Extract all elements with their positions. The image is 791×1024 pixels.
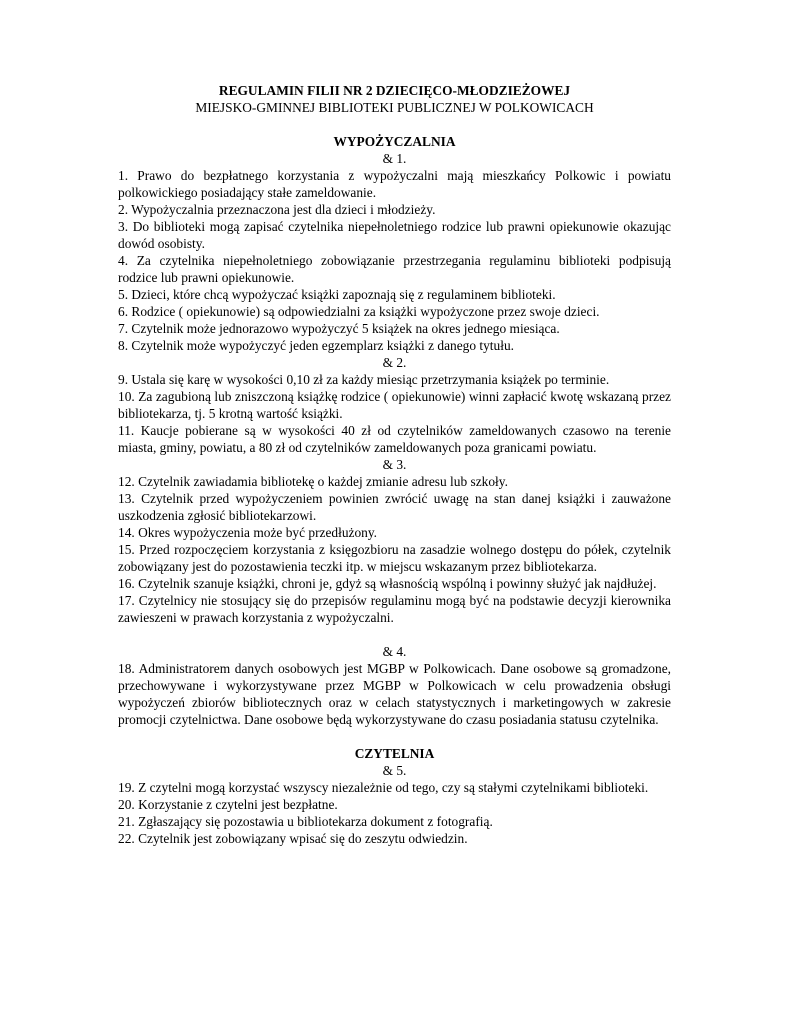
rule-item: 3. Do biblioteki mogą zapisać czytelnika niepełnoletniego rodzice lub prawni opiekunowie okazując dowód osobisty. [118,219,671,251]
paragraph-mark-1: & 1. [382,151,407,166]
rule-item: 19. Z czytelni mogą korzystać wszyscy niezależnie od tego, czy są stałymi czytelnikami biblioteki. [118,780,649,795]
rule-item: 13. Czytelnik przed wypożyczeniem powinien zwrócić uwagę na stan danej książki i zauważone uszkodzenia zgłosić bibliotekarzowi. [118,491,671,523]
section-heading-czytelnia: CZYTELNIA [354,746,435,761]
rule-item: 2. Wypożyczalnia przeznaczona jest dla dzieci i młodzieży. [118,202,436,217]
rule-item: 4. Za czytelnika niepełnoletniego zobowiązanie przestrzegania regulaminu biblioteki podpisują rodzice lub prawni opiekunowie. [118,253,671,285]
rule-item: 1. Prawo do bezpłatnego korzystania z wypożyczalni mają mieszkańcy Polkowic i powiatu polkowickiego posiadający stałe zameldowanie. [118,168,671,200]
document-subtitle: MIEJSKO-GMINNEJ BIBLIOTEKI PUBLICZNEJ W POLKOWICACH [195,100,594,115]
rule-item: 6. Rodzice ( opiekunowie) są odpowiedzialni za książki wypożyczone przez swoje dzieci. [118,304,600,319]
rule-item: 20. Korzystanie z czytelni jest bezpłatne. [118,797,338,812]
rule-item: 14. Okres wypożyczenia może być przedłużony. [118,525,378,540]
document-title: REGULAMIN FILII NR 2 DZIECIĘCO-MŁODZIEŻOWEJ [218,83,571,98]
rule-item: 18. Administratorem danych osobowych jest MGBP w Polkowicach. Dane osobowe są gromadzone, przechowywane i wykorzystywane przez MGBP w Polkowicach w celu prowadzenia obsługi wypożyczeń zbiorów bibliotecznych oraz w celach statystycznych i marketingowych w zakresie promocji czytelnictwa. Dane osobowe będą wykorzystywane do czasu posiadania statusu czytelnika. [118,661,671,727]
rule-item: 12. Czytelnik zawiadamia bibliotekę o każdej zmianie adresu lub szkoły. [118,474,508,489]
rule-item: 10. Za zagubioną lub zniszczoną książkę rodzice ( opiekunowie) winni zapłacić kwotę wskazaną przez bibliotekarza, tj. 5 krotną wartość książki. [118,389,671,421]
rule-item: 5. Dzieci, które chcą wypożyczać książki zapoznają się z regulaminem biblioteki. [118,287,556,302]
section-heading-wypozyczalnia: WYPOŻYCZALNIA [333,134,456,149]
paragraph-mark-3: & 3. [382,457,407,472]
rule-item: 8. Czytelnik może wypożyczyć jeden egzemplarz książki z danego tytułu. [118,338,514,353]
spacer [118,626,671,643]
rule-item: 22. Czytelnik jest zobowiązany wpisać się do zeszytu odwiedzin. [118,831,468,846]
rule-item: 17. Czytelnicy nie stosujący się do przepisów regulaminu mogą być na podstawie decyzji kierownika zawieszeni w prawach korzystania z wypożyczalni. [118,593,671,625]
paragraph-mark-4: & 4. [382,644,407,659]
rule-item: 21. Zgłaszający się pozostawia u bibliotekarza dokument z fotografią. [118,814,493,829]
rule-item: 15. Przed rozpoczęciem korzystania z księgozbioru na zasadzie wolnego dostępu do półek, czytelnik zobowiązany jest do pozostawienia teczki itp. w miejscu wskazanym przez bibliotekarza. [118,542,671,574]
rule-item: 16. Czytelnik szanuje książki, chroni je, gdyż są własnością wspólną i powinny służyć jak najdłużej. [118,576,657,591]
document-body [118,82,671,847]
rule-item: 7. Czytelnik może jednorazowo wypożyczyć 5 książek na okres jednego miesiąca. [118,321,560,336]
rule-item: 9. Ustala się karę w wysokości 0,10 zł za każdy miesiąc przetrzymania książek po terminie. [118,372,610,387]
paragraph-mark-2: & 2. [382,355,407,370]
paragraph-mark-5: & 5. [382,763,407,778]
rule-item: 11. Kaucje pobierane są w wysokości 40 zł od czytelników zameldowanych czasowo na terenie miasta, gminy, powiatu, a 80 zł od czytelników zameldowanych poza granicami powiatu. [118,423,671,455]
